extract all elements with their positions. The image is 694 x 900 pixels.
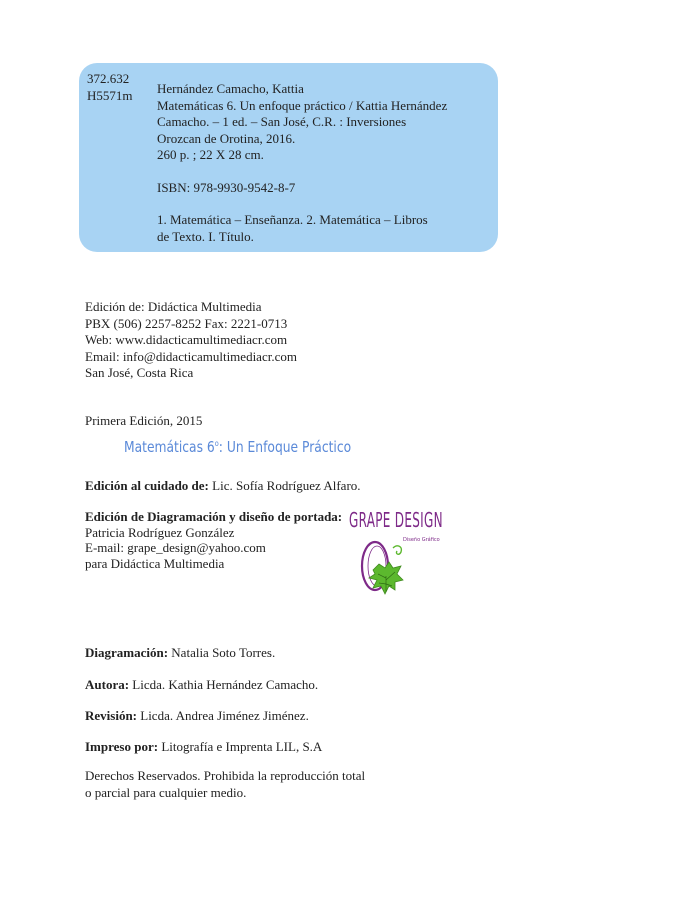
cutter-number: H5571m [87,87,133,103]
catalog-record-box [79,63,498,252]
credit-review [85,708,309,724]
first-edition: Primera Edición, 2015 [85,413,203,428]
catalog-subject-line: de Texto. I. Título. [157,228,254,244]
book-title-prefix: Matemáticas 6 [124,438,215,456]
catalog-subject-line: 1. Matemática – Enseñanza. 2. Matemática – Libros [157,212,428,227]
catalog-title-line: 260 p. ; 22 X 28 cm. [157,147,264,162]
catalog-title-line: Orozcan de Orotina, 2016. [157,130,296,146]
credit-author [85,677,318,693]
publisher-edition: Edición de: Didáctica Multimedia [85,299,262,314]
layout-cover-credit [85,509,342,571]
credit-layout [85,645,275,661]
credit-value: Litografía e Imprenta LIL, S.A [158,739,323,754]
catalog-call-number [87,71,133,104]
book-title-superscript: o [214,439,219,448]
logo-tagline: Diseño Gráfico [403,537,440,543]
catalog-title-line: Matemáticas 6. Un enfoque práctico / Kattia Hernández [157,97,448,113]
rights-line: Derechos Reservados. Prohibida la reproducción total [85,768,366,783]
credit-label: Diagramación: [85,645,169,660]
credit-label: Autora: [85,677,130,692]
credit-value: Natalia Soto Torres. [168,645,276,660]
credit-value: Licda. Kathia Hernández Camacho. [129,677,319,692]
layout-cover-for: para Didáctica Multimedia [85,555,225,571]
grape-design-logo [345,508,443,608]
publisher-web: Web: www.didacticamultimediacr.com [85,332,288,347]
catalog-description [157,81,492,245]
credit-printer [85,739,322,755]
book-title [124,438,351,456]
credit-value: Licda. Andrea Jiménez Jiménez. [137,708,309,723]
publisher-phone: PBX (506) 2257-8252 Fax: 2221-0713 [85,315,288,331]
rights-line: o parcial para cualquier medio. [85,784,247,800]
credit-label: Impreso por: [85,739,159,754]
catalog-isbn: ISBN: 978-9930-9542-8-7 [157,179,296,195]
logo-wordmark: GRAPE DESIGN [349,508,443,532]
catalog-title-line: Camacho. – 1 ed. – San José, C.R. : Inversiones [157,114,407,129]
editorial-care [85,478,361,494]
editorial-care-value: Lic. Sofía Rodríguez Alfaro. [208,478,361,493]
catalog-author: Hernández Camacho, Kattia [157,81,304,96]
credit-label: Revisión: [85,708,137,723]
layout-cover-name: Patricia Rodríguez González [85,524,235,540]
publisher-email: Email: info@didacticamultimediacr.com [85,348,297,364]
layout-cover-label: Edición de Diagramación y diseño de portada: [85,509,343,524]
editorial-care-label: Edición al cuidado de: [85,478,209,493]
publisher-city: San José, Costa Rica [85,365,194,380]
layout-cover-email: E-mail: grape_design@yahoo.com [85,540,266,555]
classification-number: 372.632 [87,71,130,86]
publisher-info [85,299,297,382]
rights-notice [85,768,365,801]
book-title-suffix: : Un Enfoque Práctico [218,438,352,456]
